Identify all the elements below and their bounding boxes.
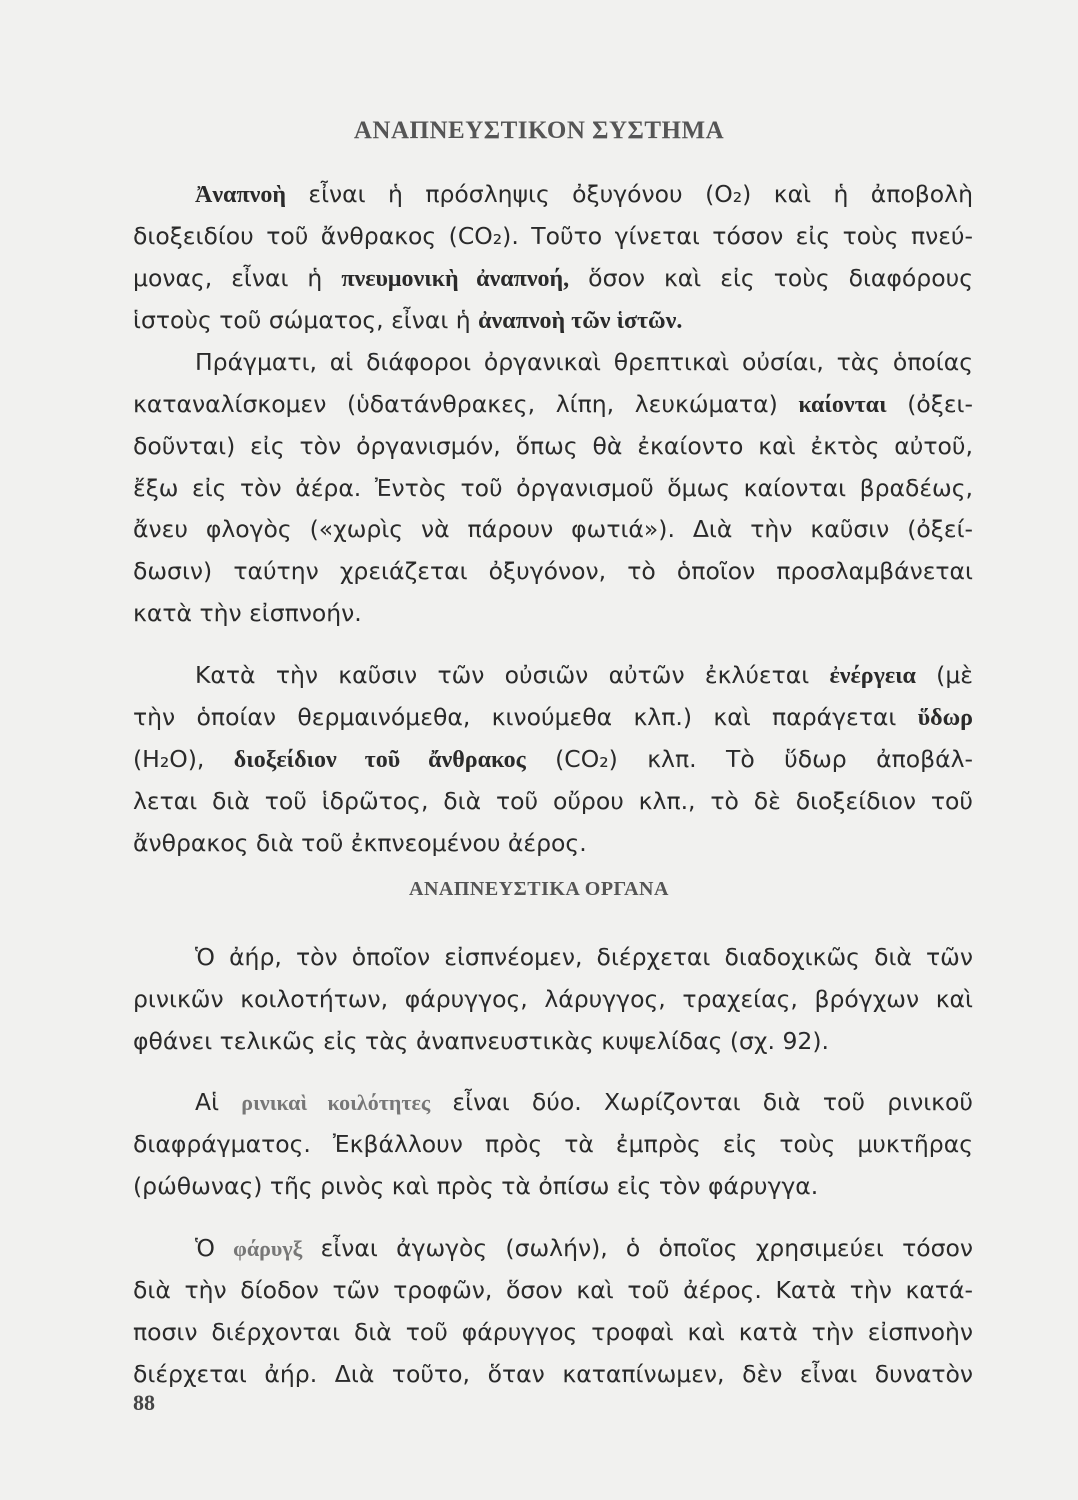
text-span: εἶναι ἀγωγὸς (σωλήν), ὁ ὁποῖος χρησιμεύει τόσον xyxy=(302,1234,973,1262)
text-span: Αἱ xyxy=(195,1088,242,1116)
bold-term: ἐνέργεια xyxy=(829,663,916,689)
text-span: (μὲ xyxy=(915,661,974,689)
text-line xyxy=(195,1082,973,1122)
section-title-respiratory-system: ΑΝΑΠΝΕΥΣΤΙΚΟΝ ΣΥΣΤΗΜΑ xyxy=(353,117,725,144)
text-line: φθάνει τελικῶς εἰς τὰς ἀναπνευστικὰς κυψελίδας (σχ. 92). xyxy=(133,1027,829,1055)
bold-term: καίονται xyxy=(798,392,887,418)
text-span: (ὀξει- xyxy=(886,390,973,418)
text-span: εἶναι ἡ πρόσληψις ὀξυγόνου (O₂) καὶ ἡ ἀποβολὴ xyxy=(285,180,973,208)
text-line: Πράγματι, αἱ διάφοροι ὀργανικαὶ θρεπτικαὶ οὐσίαι, τὰς ὁποίας xyxy=(195,348,973,376)
text-line: δωσιν) ταύτην χρειάζεται ὀξυγόνον, τὸ ὁποῖον προσλαμβάνεται xyxy=(133,557,973,585)
text-line: διοξειδίου τοῦ ἄνθρακος (CO₂). Τοῦτο γίνεται τόσον εἰς τοὺς πνεύ- xyxy=(133,222,973,250)
text-line: διὰ τὴν δίοδον τῶν τροφῶν, ὅσον καὶ τοῦ ἀέρος. Κατὰ τὴν κατά- xyxy=(133,1276,973,1304)
text-line: λεται διὰ τοῦ ἱδρῶτος, διὰ τοῦ οὔρου κλπ., τὸ δὲ διοξείδιον τοῦ xyxy=(133,787,973,815)
text-line xyxy=(195,1228,973,1268)
text-line: Ὁ ἀήρ, τὸν ὁποῖον εἰσπνέομεν, διέρχεται διαδοχικῶς διὰ τῶν xyxy=(195,943,973,971)
text-line: ἄνευ φλογὸς («χωρὶς νὰ πάρουν φωτιά»). Διὰ τὴν καῦσιν (ὀξεί- xyxy=(133,515,973,543)
text-line xyxy=(133,258,973,298)
text-line xyxy=(133,739,973,779)
text-line xyxy=(133,697,973,737)
text-span: ὅσον καὶ εἰς τοὺς διαφόρους xyxy=(569,264,973,292)
text-span: Ὁ xyxy=(195,1234,234,1262)
text-span: ἱστοὺς τοῦ σώματος, εἶναι ἡ xyxy=(133,306,479,334)
text-span: μονας, εἶναι ἡ xyxy=(133,264,342,292)
text-line: ἄνθρακος διὰ τοῦ ἐκπνεομένου ἀέρος. xyxy=(133,829,587,857)
text-span: (CO₂) κλπ. Τὸ ὕδωρ ἀποβάλ- xyxy=(525,745,973,773)
text-line: διέρχεται ἀήρ. Διὰ τοῦτο, ὅταν καταπίνωμεν, δὲν εἶναι δυνατὸν xyxy=(133,1360,973,1388)
bold-term: ὕδωρ xyxy=(917,705,973,731)
text-line xyxy=(195,174,973,214)
text-line: δοῦνται) εἰς τὸν ὀργανισμόν, ὅπως θὰ ἐκαίοντο καὶ ἐκτὸς αὐτοῦ, xyxy=(133,432,973,460)
text-line: ποσιν διέρχονται διὰ τοῦ φάρυγγος τροφαὶ καὶ κατὰ τὴν εἰσπνοὴν xyxy=(133,1318,973,1346)
bold-term: ρινικαὶ κοιλότητες xyxy=(241,1090,431,1115)
text-span: τὴν ὁποίαν θερμαινόμεθα, κινούμεθα κλπ.) καὶ παράγεται xyxy=(133,703,918,731)
text-line: κατὰ τὴν εἰσπνοήν. xyxy=(133,599,362,627)
text-line: ρινικῶν κοιλοτήτων, φάρυγγος, λάρυγγος, τραχείας, βρόγχων καὶ xyxy=(133,985,973,1013)
bold-term: διοξείδιον τοῦ ἄνθρακος xyxy=(233,747,526,773)
section-title-respiratory-organs: ΑΝΑΠΝΕΥΣΤΙΚΑ ΟΡΓΑΝΑ xyxy=(409,878,669,900)
text-line xyxy=(195,655,973,695)
bold-term: φάρυγξ xyxy=(233,1236,303,1261)
text-span: καταναλίσκομεν (ὑδατάνθρακες, λίπη, λευκώματα) xyxy=(133,390,799,418)
text-span: (H₂O), xyxy=(133,745,234,773)
text-span: Κατὰ τὴν καῦσιν τῶν οὐσιῶν αὐτῶν ἐκλύεται xyxy=(195,661,830,689)
page-number: 88 xyxy=(133,1390,155,1415)
text-line xyxy=(133,300,973,340)
bold-term: πνευμονικὴ ἀναπνοή, xyxy=(341,266,570,292)
text-line: ἔξω εἰς τὸν ἀέρα. Ἐντὸς τοῦ ὀργανισμοῦ ὅμως καίονται βραδέως, xyxy=(133,474,973,502)
bold-term: Ἀναπνοὴ xyxy=(195,182,286,208)
text-line: διαφράγματος. Ἐκβάλλουν πρὸς τὰ ἐμπρὸς εἰς τοὺς μυκτῆρας xyxy=(133,1130,973,1158)
text-line xyxy=(133,384,973,424)
bold-term: ἀναπνοὴ τῶν ἱστῶν. xyxy=(478,308,683,334)
text-span: εἶναι δύο. Χωρίζονται διὰ τοῦ ρινικοῦ xyxy=(430,1088,974,1116)
text-line: (ρώθωνας) τῆς ρινὸς καὶ πρὸς τὰ ὀπίσω εἰς τὸν φάρυγγα. xyxy=(133,1172,819,1200)
